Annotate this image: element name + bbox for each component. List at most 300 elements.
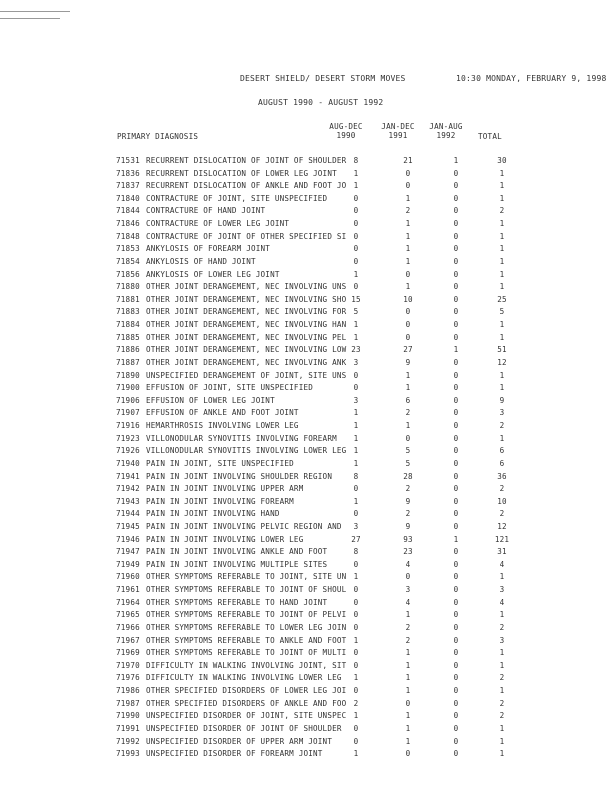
table-row bbox=[116, 396, 576, 408]
count-total: 1 bbox=[499, 433, 505, 443]
count-1992: 0 bbox=[453, 206, 459, 216]
header-year: 1992 bbox=[436, 131, 456, 140]
table-row bbox=[116, 408, 576, 420]
count-1990: 3 bbox=[353, 521, 359, 531]
count-1991: 0 bbox=[405, 433, 411, 443]
count-total: 2 bbox=[499, 698, 505, 708]
diagnosis-code: 71844 bbox=[116, 206, 140, 216]
diagnosis-description: OTHER SYMPTOMS REFERABLE TO JOINT, SITE UN bbox=[146, 572, 347, 582]
count-1990: 8 bbox=[353, 547, 359, 557]
count-1990: 1 bbox=[353, 332, 359, 342]
count-1991: 4 bbox=[405, 597, 411, 607]
diagnosis-description: OTHER SYMPTOMS REFERABLE TO HAND JOINT bbox=[146, 597, 328, 607]
diagnosis-code: 71943 bbox=[116, 496, 140, 506]
count-1990: 23 bbox=[351, 345, 361, 355]
diagnosis-description: PAIN IN JOINT, SITE UNSPECIFIED bbox=[146, 458, 294, 468]
table-row bbox=[116, 206, 576, 218]
count-1992: 0 bbox=[453, 256, 459, 266]
table-row bbox=[116, 446, 576, 458]
count-1990: 0 bbox=[353, 193, 359, 203]
count-1992: 0 bbox=[453, 521, 459, 531]
count-total: 4 bbox=[499, 597, 505, 607]
header-col-1992 bbox=[426, 122, 466, 140]
diagnosis-description: VILLONODULAR SYNOVITIS INVOLVING LOWER LEG bbox=[146, 446, 347, 456]
diagnosis-code: 71531 bbox=[116, 156, 140, 165]
count-1991: 1 bbox=[405, 219, 411, 229]
table-row bbox=[116, 307, 576, 319]
count-total: 2 bbox=[499, 509, 505, 519]
diagnosis-code: 71987 bbox=[116, 698, 140, 708]
diagnosis-description: OTHER SYMPTOMS REFERABLE TO JOINT OF PELVI bbox=[146, 610, 347, 620]
diagnosis-description: OTHER SPECIFIED DISORDERS OF LOWER LEG JOI bbox=[146, 686, 347, 696]
count-total: 1 bbox=[499, 736, 505, 746]
count-1990: 1 bbox=[353, 320, 359, 330]
count-1992: 0 bbox=[453, 610, 459, 620]
count-total: 1 bbox=[499, 282, 505, 292]
count-1990: 15 bbox=[351, 294, 361, 304]
diagnosis-description: VILLONODULAR SYNOVITIS INVOLVING FOREARM bbox=[146, 433, 337, 443]
count-total: 2 bbox=[499, 622, 505, 632]
count-total: 1 bbox=[499, 269, 505, 279]
header-label: JAN-AUG bbox=[429, 122, 463, 131]
count-1992: 0 bbox=[453, 484, 459, 494]
count-total: 1 bbox=[499, 648, 505, 658]
diagnosis-code: 71949 bbox=[116, 559, 140, 569]
count-total: 1 bbox=[499, 723, 505, 733]
count-total: 25 bbox=[497, 294, 507, 304]
count-total: 4 bbox=[499, 559, 505, 569]
count-total: 1 bbox=[499, 383, 505, 393]
count-1990: 3 bbox=[353, 395, 359, 405]
count-1991: 3 bbox=[405, 585, 411, 595]
count-1990: 0 bbox=[353, 686, 359, 696]
count-1990: 0 bbox=[353, 244, 359, 254]
diagnosis-code: 71944 bbox=[116, 509, 140, 519]
count-1992: 0 bbox=[453, 547, 459, 557]
diagnosis-code: 71837 bbox=[116, 181, 140, 191]
count-1992: 0 bbox=[453, 320, 459, 330]
count-1992: 0 bbox=[453, 332, 459, 342]
scan-artifact-line bbox=[0, 11, 70, 12]
diagnosis-code: 71993 bbox=[116, 749, 140, 759]
diagnosis-code: 71900 bbox=[116, 383, 140, 393]
count-1991: 5 bbox=[405, 446, 411, 456]
count-1990: 1 bbox=[353, 421, 359, 431]
count-1991: 1 bbox=[405, 686, 411, 696]
table-row bbox=[116, 434, 576, 446]
table-row bbox=[116, 484, 576, 496]
count-1991: 21 bbox=[403, 156, 413, 165]
count-1992: 0 bbox=[453, 193, 459, 203]
count-1991: 2 bbox=[405, 622, 411, 632]
table-row bbox=[116, 699, 576, 711]
count-1992: 0 bbox=[453, 736, 459, 746]
count-1992: 0 bbox=[453, 269, 459, 279]
count-total: 12 bbox=[497, 357, 507, 367]
count-1990: 3 bbox=[353, 357, 359, 367]
diagnosis-description: PAIN IN JOINT INVOLVING HAND bbox=[146, 509, 280, 519]
table-row bbox=[116, 383, 576, 395]
diagnosis-code: 71945 bbox=[116, 521, 140, 531]
diagnosis-description: OTHER JOINT DERANGEMENT, NEC INVOLVING SHO bbox=[146, 294, 347, 304]
header-diagnosis: PRIMARY DIAGNOSIS bbox=[117, 132, 199, 141]
count-1990: 1 bbox=[353, 673, 359, 683]
diagnosis-description: ANKYLOSIS OF FOREARM JOINT bbox=[146, 244, 271, 254]
count-1992: 0 bbox=[453, 231, 459, 241]
table-row bbox=[116, 572, 576, 584]
count-total: 2 bbox=[499, 206, 505, 216]
diagnosis-code: 71965 bbox=[116, 610, 140, 620]
count-1991: 23 bbox=[403, 547, 413, 557]
count-1991: 0 bbox=[405, 269, 411, 279]
diagnosis-description: ANKYLOSIS OF LOWER LEG JOINT bbox=[146, 269, 280, 279]
diagnosis-description: OTHER JOINT DERANGEMENT, NEC INVOLVING LOW bbox=[146, 345, 347, 355]
count-1990: 0 bbox=[353, 736, 359, 746]
count-1990: 27 bbox=[351, 534, 361, 544]
diagnosis-code: 71923 bbox=[116, 433, 140, 443]
count-1991: 27 bbox=[403, 345, 413, 355]
count-1990: 1 bbox=[353, 408, 359, 418]
count-1992: 0 bbox=[453, 307, 459, 317]
table-row bbox=[116, 522, 576, 534]
header-col-1990 bbox=[326, 122, 366, 140]
table-row bbox=[116, 535, 576, 547]
count-1991: 1 bbox=[405, 711, 411, 721]
count-total: 5 bbox=[499, 307, 505, 317]
count-1991: 0 bbox=[405, 572, 411, 582]
diagnosis-description: PAIN IN JOINT INVOLVING PELVIC REGION AND bbox=[146, 521, 342, 531]
diagnosis-code: 71991 bbox=[116, 723, 140, 733]
count-1992: 0 bbox=[453, 572, 459, 582]
count-1992: 1 bbox=[453, 156, 459, 165]
table-row bbox=[116, 648, 576, 660]
diagnosis-code: 71884 bbox=[116, 320, 140, 330]
count-1991: 1 bbox=[405, 231, 411, 241]
count-total: 1 bbox=[499, 244, 505, 254]
count-1992: 0 bbox=[453, 294, 459, 304]
table-row bbox=[116, 295, 576, 307]
count-1990: 1 bbox=[353, 458, 359, 468]
diagnosis-description: CONTRACTURE OF LOWER LEG JOINT bbox=[146, 219, 290, 229]
count-total: 31 bbox=[497, 547, 507, 557]
table-row bbox=[116, 181, 576, 193]
count-1990: 1 bbox=[353, 269, 359, 279]
diagnosis-description: CONTRACTURE OF JOINT, SITE UNSPECIFIED bbox=[146, 193, 328, 203]
count-1990: 0 bbox=[353, 622, 359, 632]
count-1991: 9 bbox=[405, 357, 411, 367]
count-1990: 1 bbox=[353, 168, 359, 178]
count-total: 1 bbox=[499, 572, 505, 582]
diagnosis-description: DIFFICULTY IN WALKING INVOLVING JOINT, SIT bbox=[146, 660, 347, 670]
count-1990: 0 bbox=[353, 256, 359, 266]
count-1991: 2 bbox=[405, 408, 411, 418]
table-row bbox=[116, 257, 576, 269]
count-total: 2 bbox=[499, 711, 505, 721]
count-1992: 0 bbox=[453, 433, 459, 443]
diagnosis-description: PAIN IN JOINT INVOLVING UPPER ARM bbox=[146, 484, 304, 494]
count-total: 6 bbox=[499, 458, 505, 468]
count-1991: 1 bbox=[405, 736, 411, 746]
count-1991: 0 bbox=[405, 181, 411, 191]
diagnosis-code: 71970 bbox=[116, 660, 140, 670]
diagnosis-description: PAIN IN JOINT INVOLVING FOREARM bbox=[146, 496, 294, 506]
diagnosis-code: 71887 bbox=[116, 357, 140, 367]
count-1990: 0 bbox=[353, 610, 359, 620]
count-1991: 5 bbox=[405, 458, 411, 468]
count-1992: 0 bbox=[453, 446, 459, 456]
count-total: 3 bbox=[499, 408, 505, 418]
count-1990: 0 bbox=[353, 597, 359, 607]
count-1991: 1 bbox=[405, 610, 411, 620]
table-row bbox=[116, 169, 576, 181]
count-1992: 0 bbox=[453, 559, 459, 569]
count-1992: 0 bbox=[453, 421, 459, 431]
diagnosis-code: 71885 bbox=[116, 332, 140, 342]
count-1991: 1 bbox=[405, 282, 411, 292]
count-1991: 2 bbox=[405, 484, 411, 494]
count-1990: 8 bbox=[353, 471, 359, 481]
diagnosis-code: 71906 bbox=[116, 395, 140, 405]
count-1992: 0 bbox=[453, 219, 459, 229]
count-1992: 0 bbox=[453, 181, 459, 191]
count-1991: 0 bbox=[405, 320, 411, 330]
count-1991: 1 bbox=[405, 383, 411, 393]
table-row bbox=[116, 459, 576, 471]
table-row bbox=[116, 560, 576, 572]
count-1991: 1 bbox=[405, 244, 411, 254]
diagnosis-code: 71986 bbox=[116, 686, 140, 696]
table-row bbox=[116, 194, 576, 206]
count-1990: 1 bbox=[353, 496, 359, 506]
report-timestamp: 10:30 MONDAY, FEBRUARY 9, 1998 bbox=[456, 74, 607, 83]
diagnosis-code: 71941 bbox=[116, 471, 140, 481]
count-1990: 0 bbox=[353, 484, 359, 494]
diagnosis-code: 71976 bbox=[116, 673, 140, 683]
count-1992: 0 bbox=[453, 673, 459, 683]
count-1991: 6 bbox=[405, 395, 411, 405]
count-1992: 0 bbox=[453, 357, 459, 367]
count-1991: 1 bbox=[405, 193, 411, 203]
diagnosis-code: 71916 bbox=[116, 421, 140, 431]
count-1991: 1 bbox=[405, 370, 411, 380]
count-1991: 2 bbox=[405, 509, 411, 519]
diagnosis-description: OTHER JOINT DERANGEMENT, NEC INVOLVING PEL bbox=[146, 332, 347, 342]
count-1991: 1 bbox=[405, 723, 411, 733]
count-1991: 9 bbox=[405, 521, 411, 531]
count-total: 3 bbox=[499, 635, 505, 645]
table-row bbox=[116, 737, 576, 749]
count-total: 1 bbox=[499, 231, 505, 241]
count-1991: 0 bbox=[405, 168, 411, 178]
count-1991: 0 bbox=[405, 332, 411, 342]
diagnosis-description: OTHER JOINT DERANGEMENT, NEC INVOLVING HAN bbox=[146, 320, 347, 330]
diagnosis-description: RECURRENT DISLOCATION OF ANKLE AND FOOT JO bbox=[146, 181, 347, 191]
diagnosis-code: 71942 bbox=[116, 484, 140, 494]
header-label: AUG-DEC bbox=[329, 122, 363, 131]
count-1992: 0 bbox=[453, 408, 459, 418]
count-1990: 2 bbox=[353, 698, 359, 708]
count-1992: 0 bbox=[453, 635, 459, 645]
count-1990: 0 bbox=[353, 383, 359, 393]
count-1992: 0 bbox=[453, 383, 459, 393]
report-period: AUGUST 1990 - AUGUST 1992 bbox=[258, 98, 384, 107]
count-total: 121 bbox=[494, 534, 510, 544]
count-1990: 0 bbox=[353, 648, 359, 658]
count-total: 51 bbox=[497, 345, 507, 355]
count-1992: 1 bbox=[453, 345, 459, 355]
table-row bbox=[116, 219, 576, 231]
diagnosis-code: 71946 bbox=[116, 534, 140, 544]
diagnosis-code: 71926 bbox=[116, 446, 140, 456]
diagnosis-code: 71853 bbox=[116, 244, 140, 254]
table-row bbox=[116, 371, 576, 383]
count-1992: 0 bbox=[453, 711, 459, 721]
count-total: 3 bbox=[499, 585, 505, 595]
count-1992: 0 bbox=[453, 585, 459, 595]
diagnosis-description: OTHER SPECIFIED DISORDERS OF ANKLE AND FOO bbox=[146, 698, 347, 708]
diagnosis-description: OTHER SYMPTOMS REFERABLE TO LOWER LEG JOIN bbox=[146, 622, 347, 632]
header-col-1991 bbox=[378, 122, 418, 140]
count-1992: 0 bbox=[453, 509, 459, 519]
count-1992: 0 bbox=[453, 698, 459, 708]
count-1990: 0 bbox=[353, 206, 359, 216]
table-row bbox=[116, 661, 576, 673]
table-row bbox=[116, 333, 576, 345]
diagnosis-description: UNSPECIFIED DISORDER OF FOREARM JOINT bbox=[146, 749, 323, 759]
table-row bbox=[116, 724, 576, 736]
header-label: JAN-DEC bbox=[381, 122, 415, 131]
count-1992: 0 bbox=[453, 395, 459, 405]
diagnosis-description: UNSPECIFIED DERANGEMENT OF JOINT, SITE UNS bbox=[146, 370, 347, 380]
count-total: 1 bbox=[499, 610, 505, 620]
header-year: 1990 bbox=[336, 131, 356, 140]
table-row bbox=[116, 345, 576, 357]
count-1992: 0 bbox=[453, 370, 459, 380]
count-1991: 0 bbox=[405, 307, 411, 317]
diagnosis-description: PAIN IN JOINT INVOLVING ANKLE AND FOOT bbox=[146, 547, 328, 557]
diagnosis-code: 71890 bbox=[116, 370, 140, 380]
count-total: 1 bbox=[499, 749, 505, 759]
table-row bbox=[116, 598, 576, 610]
count-1990: 5 bbox=[353, 307, 359, 317]
table-row bbox=[116, 497, 576, 509]
diagnosis-code: 71840 bbox=[116, 193, 140, 203]
count-1991: 1 bbox=[405, 421, 411, 431]
count-1992: 0 bbox=[453, 648, 459, 658]
diagnosis-description: EFFUSION OF ANKLE AND FOOT JOINT bbox=[146, 408, 299, 418]
count-total: 1 bbox=[499, 332, 505, 342]
diagnosis-code: 71907 bbox=[116, 408, 140, 418]
diagnosis-description: UNSPECIFIED DISORDER OF UPPER ARM JOINT bbox=[146, 736, 333, 746]
count-total: 1 bbox=[499, 219, 505, 229]
count-1992: 0 bbox=[453, 686, 459, 696]
table-row bbox=[116, 673, 576, 685]
count-total: 1 bbox=[499, 320, 505, 330]
diagnosis-code: 71990 bbox=[116, 711, 140, 721]
count-1991: 9 bbox=[405, 496, 411, 506]
count-total: 12 bbox=[497, 521, 507, 531]
count-1990: 0 bbox=[353, 231, 359, 241]
table-row bbox=[116, 636, 576, 648]
count-1992: 0 bbox=[453, 597, 459, 607]
count-1992: 0 bbox=[453, 749, 459, 759]
diagnosis-description: EFFUSION OF JOINT, SITE UNSPECIFIED bbox=[146, 383, 314, 393]
diagnosis-description: OTHER SYMPTOMS REFERABLE TO ANKLE AND FOOT bbox=[146, 635, 347, 645]
diagnosis-code: 71854 bbox=[116, 256, 140, 266]
diagnosis-code: 71848 bbox=[116, 231, 140, 241]
count-1991: 1 bbox=[405, 256, 411, 266]
diagnosis-code: 71880 bbox=[116, 282, 140, 292]
diagnosis-description: DIFFICULTY IN WALKING INVOLVING LOWER LEG bbox=[146, 673, 342, 683]
count-1990: 1 bbox=[353, 433, 359, 443]
diagnosis-description: OTHER JOINT DERANGEMENT, NEC INVOLVING UNS bbox=[146, 282, 347, 292]
diagnosis-code: 71947 bbox=[116, 547, 140, 557]
diagnosis-description: CONTRACTURE OF HAND JOINT bbox=[146, 206, 266, 216]
count-total: 1 bbox=[499, 660, 505, 670]
diagnosis-description: PAIN IN JOINT INVOLVING LOWER LEG bbox=[146, 534, 304, 544]
count-1990: 1 bbox=[353, 635, 359, 645]
count-1990: 1 bbox=[353, 711, 359, 721]
diagnosis-code: 71940 bbox=[116, 458, 140, 468]
count-1991: 28 bbox=[403, 471, 413, 481]
table-row bbox=[116, 686, 576, 698]
count-1991: 10 bbox=[403, 294, 413, 304]
count-1990: 0 bbox=[353, 219, 359, 229]
table-row bbox=[116, 711, 576, 723]
count-1992: 0 bbox=[453, 471, 459, 481]
count-1990: 1 bbox=[353, 572, 359, 582]
count-1991: 2 bbox=[405, 206, 411, 216]
diagnosis-description: OTHER JOINT DERANGEMENT, NEC INVOLVING ANK bbox=[146, 357, 347, 367]
count-1990: 1 bbox=[353, 446, 359, 456]
count-1992: 0 bbox=[453, 282, 459, 292]
count-1990: 0 bbox=[353, 723, 359, 733]
count-1991: 1 bbox=[405, 660, 411, 670]
diagnosis-code: 71883 bbox=[116, 307, 140, 317]
diagnosis-code: 71964 bbox=[116, 597, 140, 607]
diagnosis-description: OTHER SYMPTOMS REFERABLE TO JOINT OF MULTI bbox=[146, 648, 347, 658]
count-total: 9 bbox=[499, 395, 505, 405]
count-total: 1 bbox=[499, 181, 505, 191]
count-1990: 0 bbox=[353, 559, 359, 569]
count-total: 30 bbox=[497, 156, 507, 165]
table-row bbox=[116, 509, 576, 521]
diagnosis-code: 71967 bbox=[116, 635, 140, 645]
table-row bbox=[116, 472, 576, 484]
table-row bbox=[116, 320, 576, 332]
table-row bbox=[116, 358, 576, 370]
count-1991: 1 bbox=[405, 648, 411, 658]
count-1992: 0 bbox=[453, 622, 459, 632]
table-row bbox=[116, 282, 576, 294]
diagnosis-description: HEMARTHROSIS INVOLVING LOWER LEG bbox=[146, 421, 299, 431]
count-1990: 0 bbox=[353, 509, 359, 519]
count-1990: 0 bbox=[353, 370, 359, 380]
count-total: 2 bbox=[499, 484, 505, 494]
header-total: TOTAL bbox=[478, 132, 502, 141]
diagnosis-description: RECURRENT DISLOCATION OF LOWER LEG JOINT bbox=[146, 168, 337, 178]
count-1990: 8 bbox=[353, 156, 359, 165]
header-year: 1991 bbox=[388, 131, 408, 140]
count-total: 36 bbox=[497, 471, 507, 481]
count-total: 2 bbox=[499, 673, 505, 683]
diagnosis-description: UNSPECIFIED DISORDER OF JOINT OF SHOULDER bbox=[146, 723, 342, 733]
diagnosis-code: 71969 bbox=[116, 648, 140, 658]
count-1991: 2 bbox=[405, 635, 411, 645]
count-1992: 0 bbox=[453, 168, 459, 178]
table-row bbox=[116, 585, 576, 597]
diagnosis-description: PAIN IN JOINT INVOLVING MULTIPLE SITES bbox=[146, 559, 328, 569]
